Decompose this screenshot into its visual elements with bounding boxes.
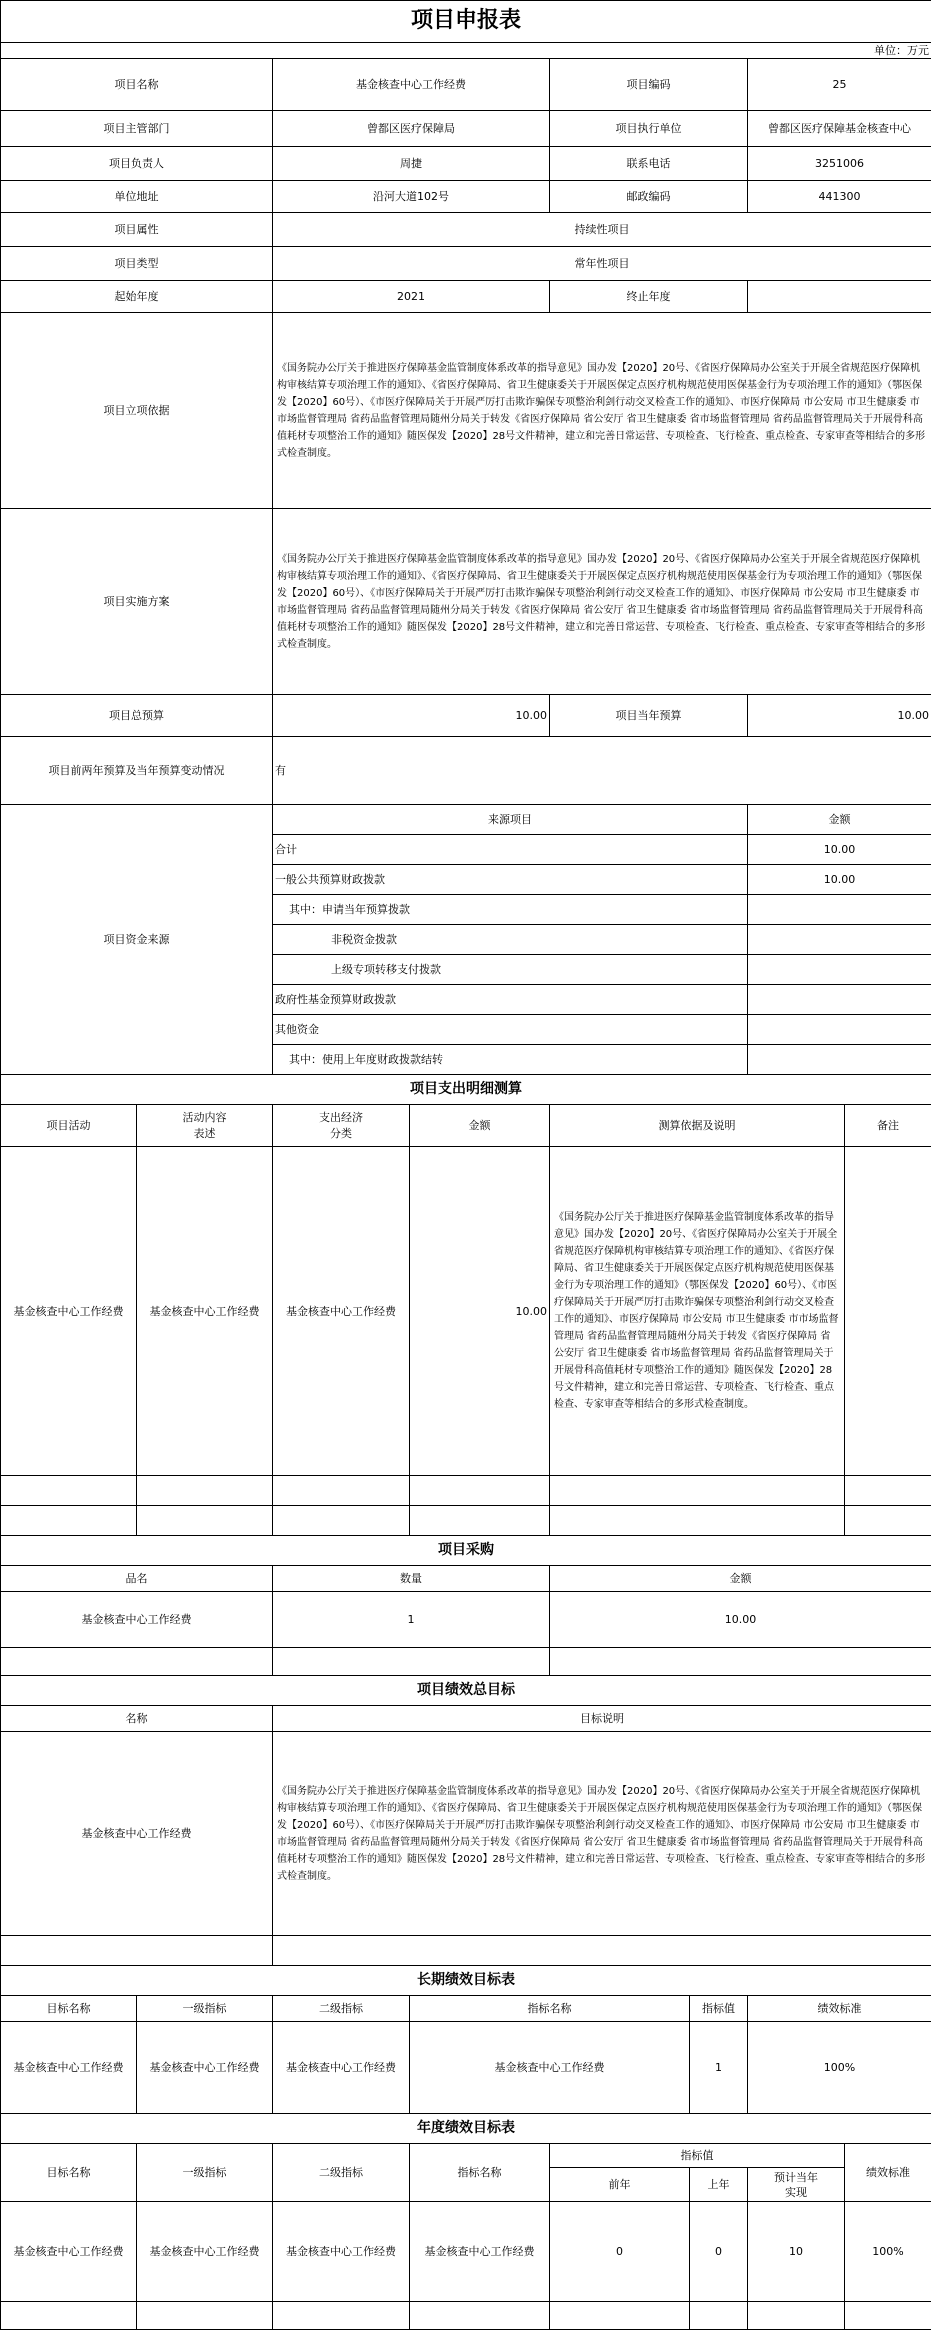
- exec-unit-label: 项目执行单位: [550, 111, 748, 147]
- annual-prev2: 0: [550, 2202, 690, 2302]
- start-year-label: 起始年度: [1, 281, 273, 313]
- long-term-indicator: 基金核查中心工作经费: [410, 2022, 690, 2114]
- unit-label: 单位：万元: [1, 43, 931, 59]
- funding-row-amount: [748, 955, 931, 985]
- empty-cell: [273, 2302, 410, 2330]
- postcode-label: 邮政编码: [550, 181, 748, 213]
- expense-content: 基金核查中心工作经费: [137, 1147, 273, 1476]
- budget-change-value: 有: [273, 737, 931, 805]
- expense-note: [845, 1147, 931, 1476]
- annual-header: 一级指标: [137, 2144, 273, 2202]
- empty-cell: [1, 1476, 137, 1506]
- empty-cell: [748, 2302, 845, 2330]
- annual-level1: 基金核查中心工作经费: [137, 2202, 273, 2302]
- long-term-section-title: 长期绩效目标表: [1, 1966, 931, 1996]
- expense-category: 基金核查中心工作经费: [273, 1147, 410, 1476]
- project-code-value: 25: [748, 59, 931, 111]
- annual-subheader: 上年: [690, 2168, 748, 2202]
- long-term-header: 指标值: [690, 1996, 748, 2022]
- annual-subheader: 预计当年 实现: [748, 2168, 845, 2202]
- annual-current: 10: [748, 2202, 845, 2302]
- long-term-target: 基金核查中心工作经费: [1, 2022, 137, 2114]
- purchase-header: 数量: [273, 1566, 550, 1592]
- expense-header: 备注: [845, 1105, 931, 1147]
- expense-header: 活动内容 表述: [137, 1105, 273, 1147]
- perf-total-header: 目标说明: [273, 1706, 931, 1732]
- expense-header: 支出经济 分类: [273, 1105, 410, 1147]
- purchase-item-name: 基金核查中心工作经费: [1, 1592, 273, 1648]
- expense-header: 项目活动: [1, 1105, 137, 1147]
- funding-row-name: 合计: [273, 835, 748, 865]
- plan-label: 项目实施方案: [1, 509, 273, 695]
- end-year-value: [748, 281, 931, 313]
- budget-change-label: 项目前两年预算及当年预算变动情况: [1, 737, 273, 805]
- perf-total-desc: 《国务院办公厅关于推进医疗保障基金监管制度体系改革的指导意见》国办发【2020】20号、《省医疗保障局办公室关于开展全省规范医疗保障机构审核结算专项治理工作的通知》、《省医疗保障局、省卫生健康委关于开展医保定点医疗机构规范使用医保基金行为专项治理工作的通知》（鄂医保发【2020】60号）、《市医疗保障局关于开展严厉打击欺诈骗保专项整治利剑行动交叉检查工作的通知》、市医疗保障局 市公安局 市卫生健康委 市市场监督管理局 省药品监督管理局随州分局关于转发《省医疗保障局 省公安厅 省卫生健康委 省市场监督管理局 省药品监督管理局关于开展骨科高值耗材专项整治工作的通知》随医保发【2020】28号文件精神，建立和完善日常运营、专项检查、飞行检查、重点检查、专家审查等相结合的多形式检查制度。: [273, 1732, 931, 1936]
- annual-header: 指标值: [550, 2144, 845, 2168]
- expense-activity: 基金核查中心工作经费: [1, 1147, 137, 1476]
- year-budget-label: 项目当年预算: [550, 695, 748, 737]
- attr-value: 持续性项目: [273, 213, 931, 247]
- empty-cell: [1, 1506, 137, 1536]
- empty-cell: [137, 1506, 273, 1536]
- total-budget-value: 10.00: [273, 695, 550, 737]
- annual-prev1: 0: [690, 2202, 748, 2302]
- empty-cell: [550, 1506, 845, 1536]
- purchase-header: 金额: [550, 1566, 931, 1592]
- address-label: 单位地址: [1, 181, 273, 213]
- empty-cell: [845, 1476, 931, 1506]
- funding-row-amount: [748, 1015, 931, 1045]
- purchase-item-amount: 10.00: [550, 1592, 931, 1648]
- funding-row-name: 其中：申请当年预算拨款: [273, 895, 748, 925]
- dept-value: 曾都区医疗保障局: [273, 111, 550, 147]
- annual-section-title: 年度绩效目标表: [1, 2114, 931, 2144]
- empty-cell: [690, 2302, 748, 2330]
- funding-row-amount: [748, 895, 931, 925]
- type-label: 项目类型: [1, 247, 273, 281]
- empty-cell: [273, 1936, 931, 1966]
- postcode-value: 441300: [748, 181, 931, 213]
- address-value: 沿河大道102号: [273, 181, 550, 213]
- owner-value: 周捷: [273, 147, 550, 181]
- phone-value: 3251006: [748, 147, 931, 181]
- empty-cell: [845, 2302, 931, 2330]
- owner-label: 项目负责人: [1, 147, 273, 181]
- type-value: 常年性项目: [273, 247, 931, 281]
- empty-cell: [410, 1506, 550, 1536]
- annual-target: 基金核查中心工作经费: [1, 2202, 137, 2302]
- expense-section-title: 项目支出明细测算: [1, 1075, 931, 1105]
- basis-text: 《国务院办公厅关于推进医疗保障基金监管制度体系改革的指导意见》国办发【2020】20号、《省医疗保障局办公室关于开展全省规范医疗保障机构审核结算专项治理工作的通知》、《省医疗保障局、省卫生健康委关于开展医保定点医疗机构规范使用医保基金行为专项治理工作的通知》（鄂医保发【2020】60号）、《市医疗保障局关于开展严厉打击欺诈骗保专项整治利剑行动交叉检查工作的通知》、市医疗保障局 市公安局 市卫生健康委 市市场监督管理局 省药品监督管理局随州分局关于转发《省医疗保障局 省公安厅 省卫生健康委 省市场监督管理局 省药品监督管理局关于开展骨科高值耗材专项整治工作的通知》随医保发【2020】28号文件精神，建立和完善日常运营、专项检查、飞行检查、重点检查、专家审查等相结合的多形式检查制度。: [273, 313, 931, 509]
- end-year-label: 终止年度: [550, 281, 748, 313]
- empty-cell: [137, 2302, 273, 2330]
- funding-row-name: 上级专项转移支付拨款: [273, 955, 748, 985]
- total-budget-label: 项目总预算: [1, 695, 273, 737]
- attr-label: 项目属性: [1, 213, 273, 247]
- project-name-label: 项目名称: [1, 59, 273, 111]
- page-title: 项目申报表: [1, 1, 931, 43]
- funding-row-name: 非税资金拨款: [273, 925, 748, 955]
- long-term-level1: 基金核查中心工作经费: [137, 2022, 273, 2114]
- empty-cell: [1, 1648, 273, 1676]
- empty-cell: [1, 1936, 273, 1966]
- funding-row-amount: 10.00: [748, 865, 931, 895]
- start-year-value: 2021: [273, 281, 550, 313]
- long-term-standard: 100%: [748, 2022, 931, 2114]
- annual-level2: 基金核查中心工作经费: [273, 2202, 410, 2302]
- empty-cell: [845, 1506, 931, 1536]
- phone-label: 联系电话: [550, 147, 748, 181]
- plan-text: 《国务院办公厅关于推进医疗保障基金监管制度体系改革的指导意见》国办发【2020】20号、《省医疗保障局办公室关于开展全省规范医疗保障机构审核结算专项治理工作的通知》、《省医疗保障局、省卫生健康委关于开展医保定点医疗机构规范使用医保基金行为专项治理工作的通知》（鄂医保发【2020】60号）、《市医疗保障局关于开展严厉打击欺诈骗保专项整治利剑行动交叉检查工作的通知》、市医疗保障局 市公安局 市卫生健康委 市市场监督管理局 省药品监督管理局随州分局关于转发《省医疗保障局 省公安厅 省卫生健康委 省市场监督管理局 省药品监督管理局关于开展骨科高值耗材专项整治工作的通知》随医保发【2020】28号文件精神，建立和完善日常运营、专项检查、飞行检查、重点检查、专家审查等相结合的多形式检查制度。: [273, 509, 931, 695]
- annual-header: 二级指标: [273, 2144, 410, 2202]
- annual-header: 绩效标准: [845, 2144, 931, 2202]
- empty-cell: [1, 2302, 137, 2330]
- purchase-item-qty: 1: [273, 1592, 550, 1648]
- purchase-section-title: 项目采购: [1, 1536, 931, 1566]
- year-budget-value: 10.00: [748, 695, 931, 737]
- annual-header: 目标名称: [1, 2144, 137, 2202]
- expense-amount: 10.00: [410, 1147, 550, 1476]
- empty-cell: [273, 1476, 410, 1506]
- dept-label: 项目主管部门: [1, 111, 273, 147]
- long-term-header: 二级指标: [273, 1996, 410, 2022]
- funding-row-amount: 10.00: [748, 835, 931, 865]
- funding-row-amount: [748, 985, 931, 1015]
- empty-cell: [273, 1648, 550, 1676]
- empty-cell: [550, 1648, 931, 1676]
- exec-unit-value: 曾都区医疗保障基金核查中心: [748, 111, 931, 147]
- empty-cell: [550, 2302, 690, 2330]
- long-term-header: 一级指标: [137, 1996, 273, 2022]
- funding-row-amount: [748, 1045, 931, 1075]
- funding-row-name: 政府性基金预算财政拨款: [273, 985, 748, 1015]
- funding-row-amount: [748, 925, 931, 955]
- expense-basis: 《国务院办公厅关于推进医疗保障基金监管制度体系改革的指导意见》国办发【2020】20号、《省医疗保障局办公室关于开展全省规范医疗保障机构审核结算专项治理工作的通知》、《省医疗保障局、省卫生健康委关于开展医保定点医疗机构规范使用医保基金行为专项治理工作的通知》（鄂医保发【2020】60号）、《市医疗保障局关于开展严厉打击欺诈骗保专项整治利剑行动交叉检查工作的通知》、市医疗保障局 市公安局 市卫生健康委 市市场监督管理局 省药品监督管理局随州分局关于转发《省医疗保障局 省公安厅 省卫生健康委 省市场监督管理局 省药品监督管理局关于开展骨科高值耗材专项整治工作的通知》随医保发【2020】28号文件精神，建立和完善日常运营、专项检查、飞行检查、重点检查、专家审查等相结合的多形式检查制度。: [550, 1147, 845, 1476]
- empty-cell: [137, 1476, 273, 1506]
- annual-header: 指标名称: [410, 2144, 550, 2202]
- funding-source-header: 来源项目: [273, 805, 748, 835]
- funding-row-name: 一般公共预算财政拨款: [273, 865, 748, 895]
- long-term-header: 指标名称: [410, 1996, 690, 2022]
- perf-total-header: 名称: [1, 1706, 273, 1732]
- project-name-value: 基金核查中心工作经费: [273, 59, 550, 111]
- long-term-value: 1: [690, 2022, 748, 2114]
- annual-standard: 100%: [845, 2202, 931, 2302]
- empty-cell: [410, 1476, 550, 1506]
- perf-total-name: 基金核查中心工作经费: [1, 1732, 273, 1936]
- expense-header: 金额: [410, 1105, 550, 1147]
- funding-row-name: 其他资金: [273, 1015, 748, 1045]
- annual-indicator: 基金核查中心工作经费: [410, 2202, 550, 2302]
- long-term-level2: 基金核查中心工作经费: [273, 2022, 410, 2114]
- funding-amount-header: 金额: [748, 805, 931, 835]
- basis-label: 项目立项依据: [1, 313, 273, 509]
- long-term-header: 绩效标准: [748, 1996, 931, 2022]
- long-term-header: 目标名称: [1, 1996, 137, 2022]
- project-code-label: 项目编码: [550, 59, 748, 111]
- expense-header: 测算依据及说明: [550, 1105, 845, 1147]
- empty-cell: [410, 2302, 550, 2330]
- funding-label: 项目资金来源: [1, 805, 273, 1075]
- funding-row-name: 其中：使用上年度财政拨款结转: [273, 1045, 748, 1075]
- purchase-header: 品名: [1, 1566, 273, 1592]
- empty-cell: [273, 1506, 410, 1536]
- annual-subheader: 前年: [550, 2168, 690, 2202]
- perf-total-section-title: 项目绩效总目标: [1, 1676, 931, 1706]
- empty-cell: [550, 1476, 845, 1506]
